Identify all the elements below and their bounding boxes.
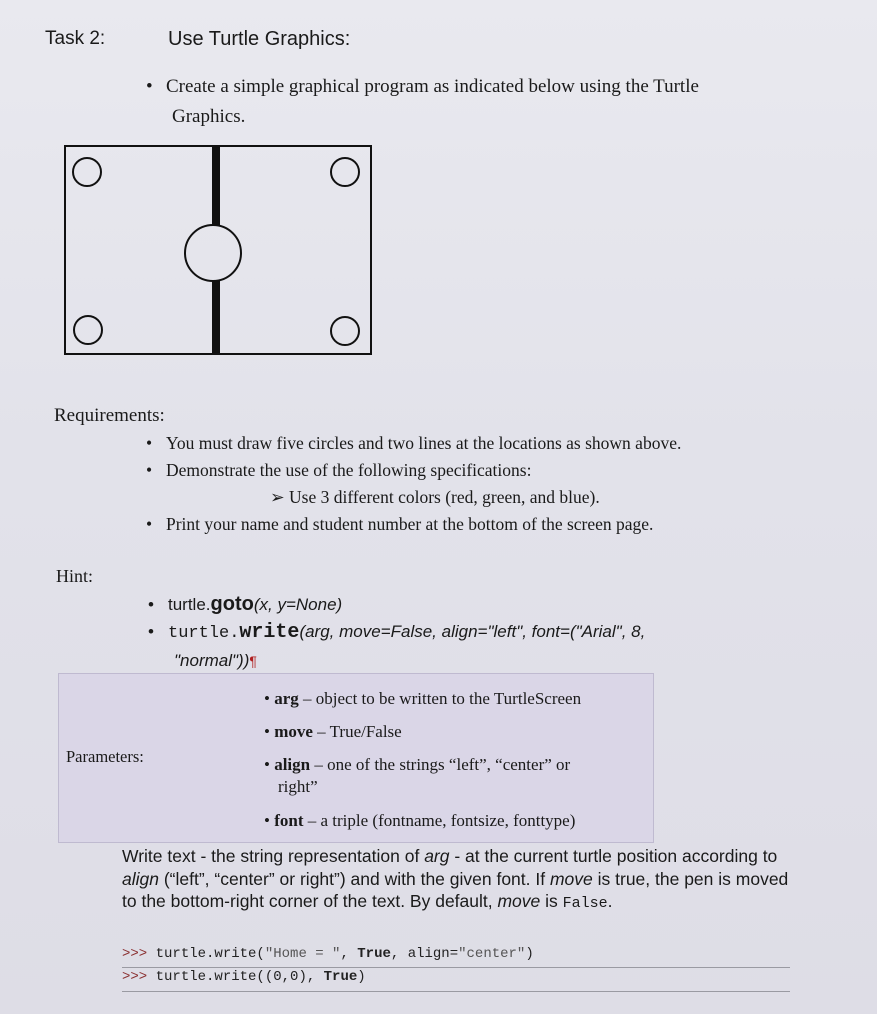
hint-heading: Hint: (56, 566, 94, 586)
divider (122, 991, 790, 992)
code-example-1: >>> turtle.write("Home = ", True, align="center") (122, 946, 534, 962)
circle-top-right (331, 158, 359, 186)
requirements-heading: Requirements: (54, 405, 165, 426)
param-move: • move – True/False (264, 722, 402, 741)
circle-center (185, 225, 241, 281)
hint-write: • turtle.write(arg, move=False, align="left", font=("Arial", 8, (148, 621, 646, 644)
circle-top-left (73, 158, 101, 186)
task-number: Task 2: (45, 28, 106, 49)
hint-goto: • turtle.goto(x, y=None) (148, 593, 343, 615)
requirement-item: Print your name and student number at the bottom of the screen page. (166, 514, 654, 534)
circle-bottom-left (74, 316, 102, 344)
turtle-diagram (58, 141, 374, 357)
intro-text: Create a simple graphical program as indicated below using the Turtle (166, 76, 699, 97)
param-align: • align – one of the strings “left”, “center” or (264, 755, 571, 774)
param-align-cont: right” (278, 777, 318, 796)
circle-bottom-right (331, 317, 359, 345)
intro-bullet: • Create a simple graphical program as indicated below using the Turtle Graphics. (146, 72, 766, 132)
parameters-list (264, 682, 654, 837)
pilcrow-mark: ¶ (249, 653, 257, 669)
hint-write-cont: "normal")) (174, 651, 250, 670)
parameters-label: Parameters: (66, 747, 144, 766)
requirements-list: • You must draw five circles and two lines at the locations as shown above. • Demonstrate the use of the following specifications: ➢ Use 3 different colors (red, green, and blue). • Print your name and student number at the bottom of the screen page. (146, 433, 682, 534)
requirement-item: Demonstrate the use of the following specifications: (166, 460, 532, 480)
param-arg: • arg – object to be written to the TurtleScreen (264, 689, 582, 708)
hint-list (148, 591, 838, 675)
requirement-subitem: Use 3 different colors (red, green, and blue). (289, 487, 600, 507)
arrow-bullet-icon: ➢ (270, 487, 290, 507)
intro-text-cont: Graphics. (172, 106, 246, 127)
param-font: • font – a triple (fontname, fontsize, fonttype) (264, 811, 576, 830)
write-description: Write text - the string representation of arg - at the current turtle position according to align (“left”, “center” or right”) and with the given font. If move is true, the pen is moved to the bottom-right corner of the text. By default, move is False. (122, 846, 789, 912)
task-title: Use Turtle Graphics: (168, 28, 351, 50)
requirement-item: You must draw five circles and two lines at the locations as shown above. (166, 433, 682, 453)
divider (122, 967, 790, 968)
code-example-2: >>> turtle.write((0,0), True) (122, 969, 366, 985)
